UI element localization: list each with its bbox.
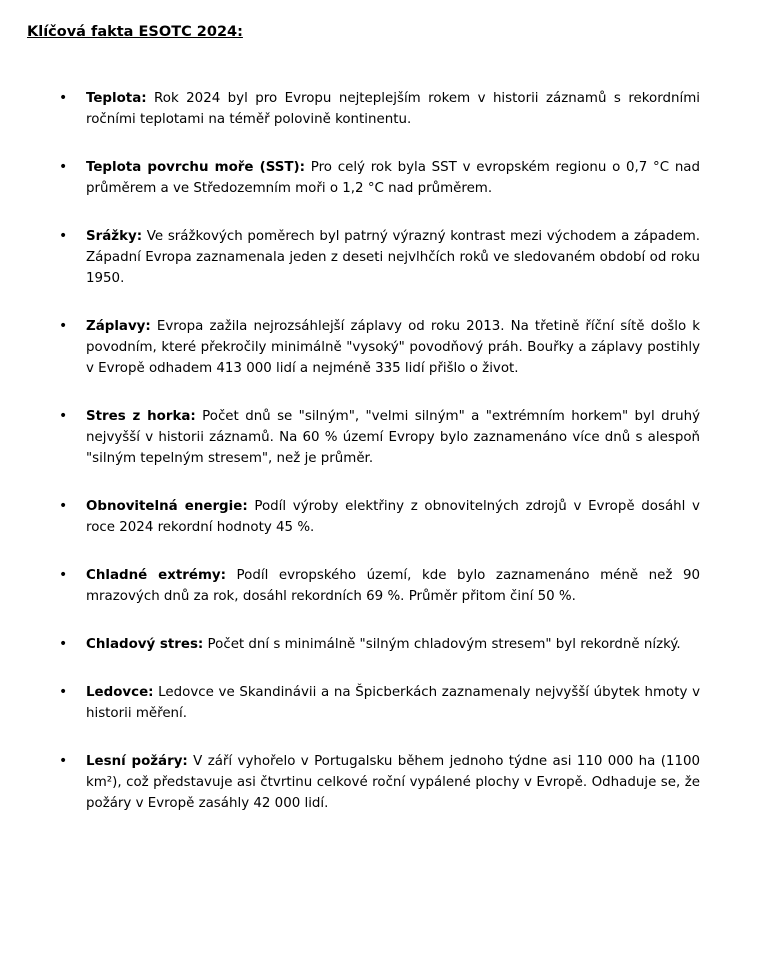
fact-term: Záplavy: (86, 319, 151, 334)
fact-paragraph (86, 88, 700, 130)
fact-term: Ledovce: (86, 685, 154, 700)
fact-list (27, 88, 700, 814)
fact-body: Rok 2024 byl pro Evropu nejteplejším rokem v historii záznamů s rekordními ročními teplotami na téměř polovině kontinentu. (86, 91, 700, 127)
fact-term: Teplota povrchu moře (SST): (86, 160, 306, 175)
fact-term: Lesní požáry: (86, 754, 188, 769)
list-item-sst (86, 157, 700, 199)
fact-body: V září vyhořelo v Portugalsku během jednoho týdne asi 110 000 ha (1100 km²), což představuje asi čtvrtinu celkové roční vypálené plochy v Evropě. Odhaduje se, že požáry v Evropě zasáhly 42 000 lidí. (86, 754, 701, 811)
fact-paragraph (86, 565, 700, 607)
fact-body: Pro celý rok byla SST v evropském regionu o 0,7 °C nad průměrem a ve Středozemním moři o 1,2 °C nad průměrem. (86, 160, 701, 196)
fact-body: Podíl výroby elektřiny z obnovitelných zdrojů v Evropě dosáhl v roce 2024 rekordní hodnoty 45 %. (86, 499, 700, 535)
fact-body: Ve srážkových poměrech byl patrný výrazný kontrast mezi východem a západem. Západní Evropa zaznamenala jeden z deseti nejvlhčích roků ve sledovaném období od roku 1950. (86, 229, 700, 286)
fact-paragraph (86, 157, 700, 199)
document-title: Klíčová fakta ESOTC 2024: (27, 24, 243, 40)
fact-paragraph (86, 682, 700, 724)
list-item-chladne-extremy (86, 565, 700, 607)
fact-body: Evropa zažila nejrozsáhlejší záplavy od roku 2013. Na třetině říční sítě došlo k povodním, které překročily minimálně "vysoký" povodňový práh. Bouřky a záplavy postihly v Evropě odhadem 413 000 lidí a nejméně 335 lidí přišlo o život. (86, 319, 700, 376)
list-item-stres-z-horka (86, 406, 700, 469)
list-item-zaplavy (86, 316, 700, 379)
list-item-teplota (86, 88, 700, 130)
fact-paragraph (86, 634, 700, 655)
fact-body: Počet dní s minimálně "silným chladovým stresem" byl rekordně nízký. (203, 637, 681, 652)
fact-term: Stres z horka: (86, 409, 196, 424)
fact-term: Srážky: (86, 229, 143, 244)
fact-paragraph (86, 226, 700, 289)
list-item-obnovitelna-energie (86, 496, 700, 538)
fact-term: Teplota: (86, 91, 147, 106)
list-item-ledovce (86, 682, 700, 724)
fact-term: Chladový stres: (86, 637, 204, 652)
fact-body: Počet dnů se "silným", "velmi silným" a "extrémním horkem" byl druhý nejvyšší v historii záznamů. Na 60 % území Evropy bylo zaznamenáno více dnů s alespoň "silným tepelným stresem", než je průměr. (86, 409, 700, 466)
fact-body: Ledovce ve Skandinávii a na Špicberkách zaznamenaly nejvyšší úbytek hmoty v historii měření. (86, 685, 700, 721)
fact-body: Podíl evropského území, kde bylo zaznamenáno méně než 90 mrazových dnů za rok, dosáhl rekordních 69 %. Průměr přitom činí 50 %. (86, 568, 700, 604)
list-item-srazky (86, 226, 700, 289)
fact-paragraph (86, 496, 700, 538)
fact-paragraph (86, 751, 700, 814)
fact-paragraph (86, 316, 700, 379)
list-item-chladovy-stres (86, 634, 700, 655)
list-item-lesni-pozary (86, 751, 700, 814)
fact-term: Obnovitelná energie: (86, 499, 248, 514)
fact-term: Chladné extrémy: (86, 568, 226, 583)
fact-paragraph (86, 406, 700, 469)
